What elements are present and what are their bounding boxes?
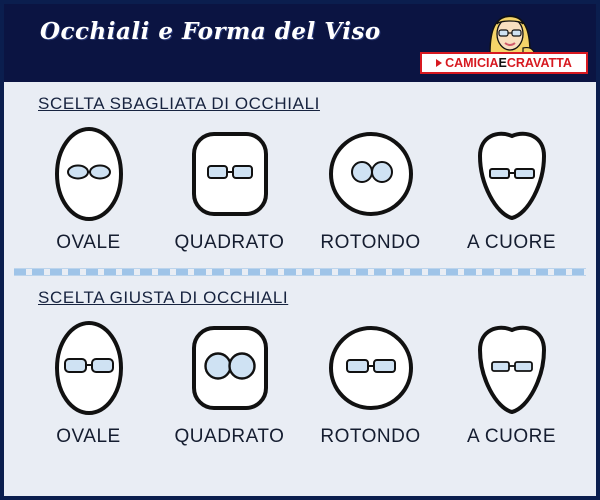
oval-face-icon [43,316,135,420]
label-right-ovale: OVALE [56,426,121,447]
face-square-right [166,316,294,420]
face-oval-wrong [25,122,153,226]
label-wrong-quadrato: QUADRATO [174,232,285,253]
face-square-wrong [166,122,294,226]
heart-face-icon [466,122,558,226]
cell-right-cuore [448,316,576,448]
square-face-icon [180,316,280,420]
cell-right-quadrato [166,316,294,448]
brand-bar [420,52,588,74]
section-title-right: SCELTA GIUSTA DI OCCHIALI [38,288,289,307]
label-wrong-cuore: A CUORE [466,232,557,253]
brand-part1: CAMICIA [445,56,499,70]
heart-face-icon [466,316,558,420]
triangle-right-icon [436,59,442,67]
brand-logo[interactable] [420,8,588,78]
cell-right-rotondo [307,316,435,448]
cell-right-ovale [25,316,153,448]
square-face-icon [180,122,280,226]
face-heart-right [448,316,576,420]
cell-wrong-ovale [25,122,153,254]
row-right-choices [4,316,596,448]
label-right-rotondo: ROTONDO [320,426,421,447]
face-round-wrong [307,122,435,226]
face-round-right [307,316,435,420]
brand-part3: CRAVATTA [506,56,572,70]
label-wrong-rotondo: ROTONDO [320,232,421,253]
round-face-icon [323,316,419,420]
section-divider [14,268,586,276]
cell-wrong-cuore [448,122,576,254]
brand-part2: E [498,56,507,70]
header-banner [4,4,596,82]
row-wrong-choices [4,122,596,254]
label-wrong-ovale: OVALE [56,232,121,253]
oval-face-icon [43,122,135,226]
section-title-wrong: SCELTA SBAGLIATA DI OCCHIALI [38,94,320,113]
face-oval-right [25,316,153,420]
page-title: Occhiali e Forma del Viso [40,18,381,45]
woman-face-logo-icon [482,8,538,58]
label-right-cuore: A CUORE [466,426,557,447]
label-right-quadrato: QUADRATO [174,426,285,447]
cell-wrong-quadrato [166,122,294,254]
cell-wrong-rotondo [307,122,435,254]
round-face-icon [323,122,419,226]
face-heart-wrong [448,122,576,226]
